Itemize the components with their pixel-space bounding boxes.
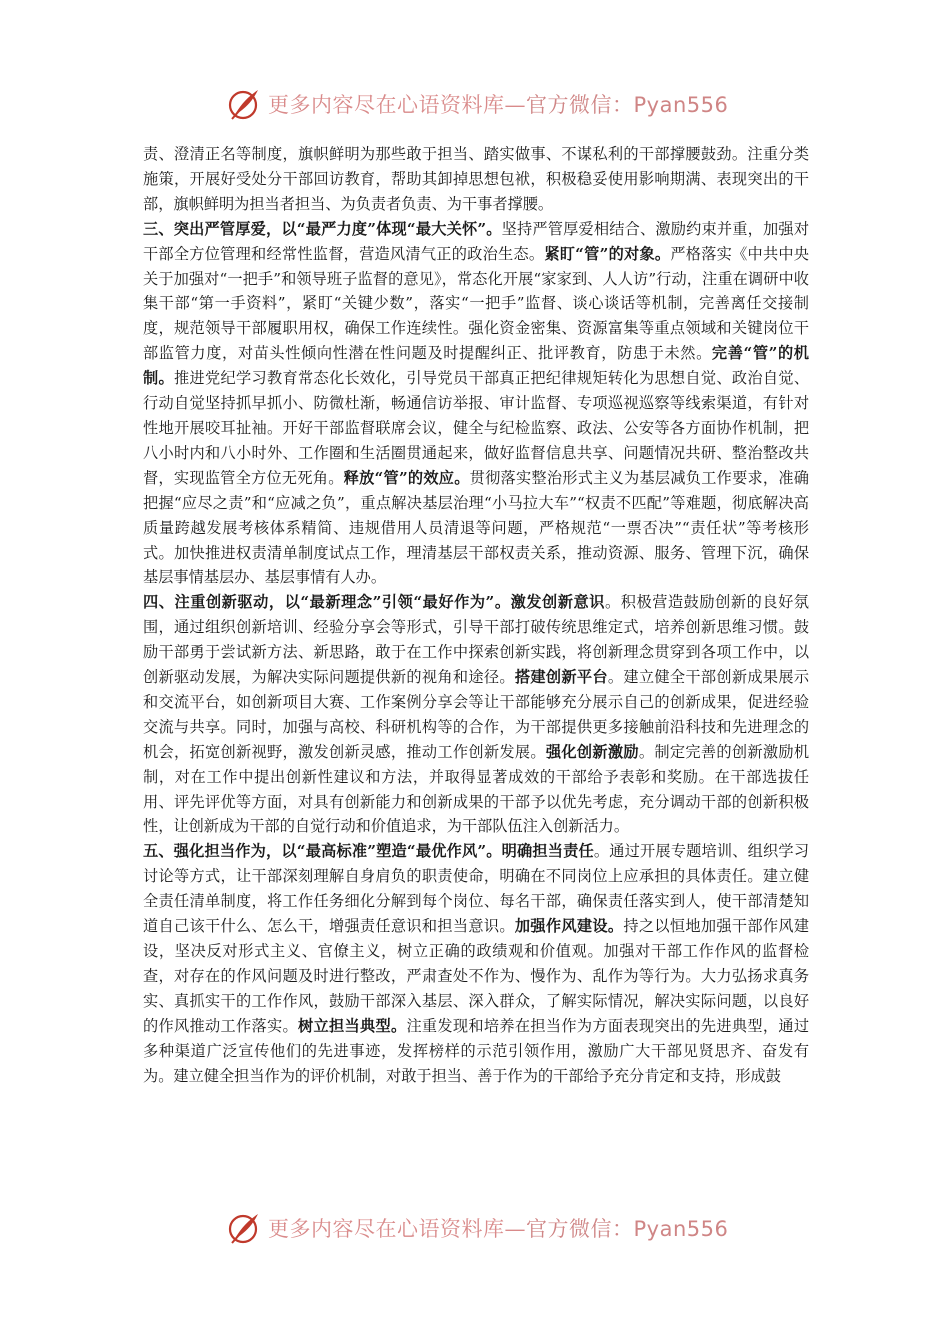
paragraph-section-4: [143, 590, 809, 839]
text-run: 严格落实《中共中央关于加强对“一把手”和领导班子监督的意见》，常态化开展“家家到、人人访”行动，注重在调研中收集干部“第一手资料”，紧盯“关键少数”，落实“一把手”监督、谈心谈话等机制，完善离任交接制度，规范领导干部履职用权，确保工作连续性。强化资金密集、资源富集等重点领域和关键岗位干部监管力度，对苗头性倾向性潜在性问题及时提醒纠正、批评教育，防患于未然。: [143, 244, 809, 363]
paragraph-section-5: [143, 839, 809, 1088]
banner-site-text: 更多内容尽在心语资料库: [268, 93, 505, 117]
quill-pen-logo-icon: [226, 1210, 262, 1246]
text-run: 。制定完善的创新激励机制，对在工作中提出创新性建议和方法，并取得显著成效的干部给予表彰和奖励。在干部选拔任用、评先评优等方面，对具有创新能力和创新成果的干部予以优先考虑，充分调动干部的创新积极性，让创新成为干部的自觉行动和价值追求，为干部队伍注入创新活力。: [143, 742, 810, 836]
text-run: 。积极营造鼓励创新的良好氛围，通过组织创新培训、经验分享会等形式，引导干部打破传统思维定式，培养创新思维习惯。鼓励干部勇于尝试新方法、新思路，敢于在工作中探索创新实践，将创新理念贯穿到各项工作中，以创新驱动发展，为解决实际问题提供新的视角和途径。: [143, 593, 809, 687]
bold-heading-run: 四、注重创新驱动，以“最新理念”引领“最好作为”。激发创新意识: [143, 593, 605, 612]
text-run: 。通过开展专题培训、组织学习讨论等方式，让干部深刻理解自身肩负的职责使命，明确在不同岗位上应承担的具体责任。建立健全责任清单制度，将工作任务细化分解到每个岗位、每名干部，确保责任落实到人，使干部清楚知道自己该干什么、怎么干，增强责任意识和担当意识。: [143, 842, 810, 936]
text-run: 注重发现和培养在担当作为方面表现突出的先进典型，通过多种渠道广泛宣传他们的先进事迹，发挥榜样的示范引领作用，激励广大干部见贤思齐、奋发有为。建立健全担当作为的评价机制，对敢于担当、善于作为的干部给予充分肯定和支持，形成鼓: [143, 1016, 810, 1085]
bold-heading-run: 加强作风建设。: [514, 917, 624, 936]
paragraph-section-3: [143, 217, 809, 591]
banner-wechat-id: Pyan556: [633, 93, 729, 117]
text-run: 持之以恒地加强干部作风建设，坚决反对形式主义、官僚主义，树立正确的政绩观和价值观。加强对干部工作作风的监督检查，对存在的作风问题及时进行整改，严肃查处不作为、慢作为、乱作为等行为。大力弘扬求真务实、真抓实干的工作作风，鼓励干部深入基层、深入群众，了解实际情况，解决实际问题，以良好的作风推动工作落实。: [143, 917, 810, 1035]
banner-dash: —: [504, 93, 526, 117]
footer-banner: [226, 1208, 746, 1248]
banner-wechat-label: 官方微信：: [526, 93, 634, 117]
text-run: 推进党纪学习教育常态化长效化，引导党员干部真正把纪律规矩转化为思想自觉、政治自觉、行动自觉坚持抓早抓小、防微杜渐，畅通信访举报、审计监督、专项巡视巡察等线索渠道，有针对性地开展咬耳扯袖。开好干部监督联席会议，健全与纪检监察、政法、公安等各方面协作机制，把八小时内和八小时外、工作圈和生活圈贯通起来，做好监督信息共享、问题情况共研、整治整改共督，实现监管全方位无死角。: [143, 369, 810, 487]
banner-wechat-label: 官方微信：: [526, 1217, 634, 1241]
bold-heading-run: 紧盯“管”的对象。: [544, 244, 671, 263]
text-run: 责、澄清正名等制度，旗帜鲜明为那些敢于担当、踏实做事、不谋私利的干部撑腰鼓劲。注重分类施策，开展好受处分干部回访教育，帮助其卸掉思想包袱，积极稳妥使用影响期满、表现突出的干部，旗帜鲜明为担当者担当、为负责者负责、为干事者撑腰。: [143, 145, 809, 213]
bold-heading-run: 释放“管”的效应。: [343, 468, 470, 487]
text-run: 贯彻落实整治形式主义为基层减负工作要求，准确把握“应尽之责”和“应减之负”，重点解决基层治理“小马拉大车”“权责不匹配”等难题，彻底解决高质量跨越发展考核体系精简、违规借用人员清退等问题，严格规范“一票否决”“责任状”等考核形式。加快推进权责清单制度试点工作，理清基层干部权责关系，推动资源、服务、管理下沉，确保基层事情基层办、基层事情有人办。: [143, 468, 809, 587]
quill-pen-logo-icon: [226, 86, 262, 122]
banner-text: [268, 89, 728, 119]
bold-heading-run: 完善“管”的机制。: [143, 344, 809, 388]
bold-heading-run: 三、突出严管厚爱，以“最严力度”体现“最大关怀”。: [143, 219, 502, 238]
bold-heading-run: 搭建创新平台: [514, 668, 608, 687]
text-run: 。建立健全干部创新成果展示和交流平台，如创新项目大赛、工作案例分享会等让干部能够充分展示自己的创新成果，促进经验交流与共享。同时，加强与高校、科研机构等的合作，为干部提供更多接触前沿科技和先进理念的机会，拓宽创新视野，激发创新灵感，推动工作创新发展。: [143, 668, 810, 761]
banner-dash: —: [504, 1217, 526, 1241]
banner-text: [268, 1213, 728, 1243]
bold-heading-run: 五、强化担当作为，以“最高标准”塑造“最优作风”。明确担当责任: [143, 842, 594, 861]
bold-heading-run: 强化创新激励: [545, 742, 639, 761]
banner-site-text: 更多内容尽在心语资料库: [268, 1217, 505, 1241]
bold-heading-run: 树立担当典型。: [297, 1016, 407, 1035]
paragraph-1: [143, 142, 809, 217]
text-run: 坚持严管厚爱相结合、激励约束并重，加强对干部全方位管理和经常性监督，营造风清气正的政治生态。: [143, 219, 810, 263]
header-banner: [226, 84, 746, 124]
banner-wechat-id: Pyan556: [633, 1217, 729, 1241]
document-body: [143, 142, 809, 1088]
